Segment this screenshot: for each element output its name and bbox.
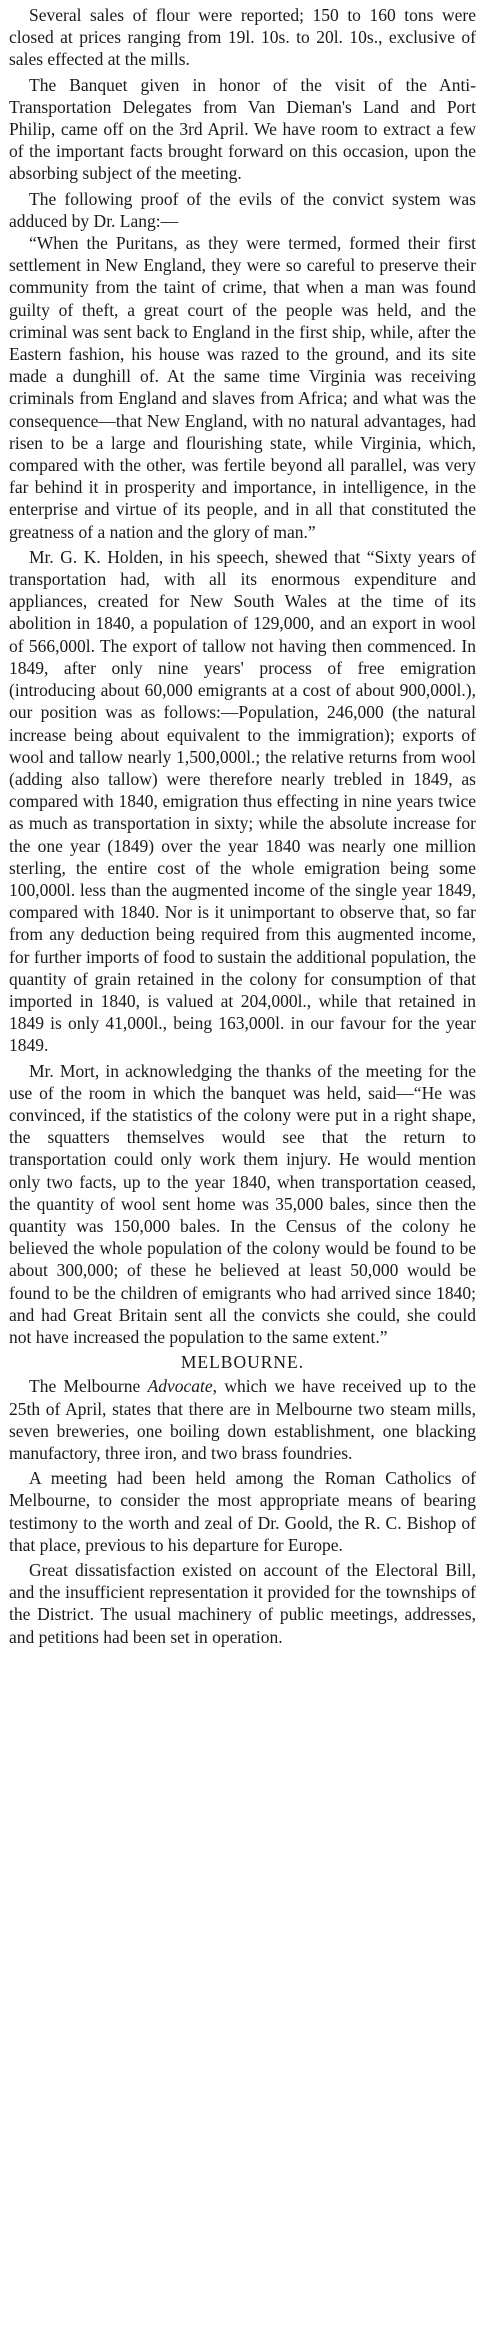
paragraph-mort-speech: Mr. Mort, in acknowledging the thanks of the meeting for the use of the room in which the banquet was held, said—“He was convinced, if the statistics of the colony were put in a right shape, the squatters themselves would see that the return to transportation could only work them injury. He would mention only two facts, up to the year 1840, when transportation ceased, the quantity of wool sent home was 35,000 bales, since then the quantity was 150,000 bales. In the Census of the colony he believed the whole population of the colony would be found to be about 300,000; of these he believed at least 50,000 would be found to be the children of emigrants who had arrived since 1840; and had Great Britain sent all the convicts she could, she could not have increased the population to the same extent.” xyxy=(9,1060,476,1347)
advocate-text-after: , which we have received up to the 25th of April, states that there are in Melbourne two steam mills, seven breweries, one boiling down establishment, one blacking manufactory, three iron, and two brass foundries. xyxy=(9,1376,476,1463)
section-heading-melbourne: MELBOURNE. xyxy=(180,1352,305,1373)
paragraph-roman-catholics: A meeting had been held among the Roman Catholics of Melbourne, to consider the most appropriate means of bearing testimony to the worth and zeal of Dr. Goold, the R. C. Bishop of that place, previous to his departure for Europe. xyxy=(9,1468,476,1555)
advocate-title: Advocate xyxy=(147,1376,213,1397)
paragraph-flour-sales: Several sales of flour were reported; 150 to 160 tons were closed at prices ranging from 19l. 10s. to 20l. 10s., exclusive of sales effected at the mills. xyxy=(9,5,476,70)
advocate-text-before: The Melbourne xyxy=(29,1376,148,1397)
paragraph-banquet: The Banquet given in honor of the visit of the Anti-Transportation Delegates from Van Dieman's Land and Port Philip, came off on the 3rd April. We have room to extract a few of the important facts brought forward on this occasion, upon the absorbing subject of the meeting. xyxy=(9,74,476,184)
paragraph-electoral-bill: Great dissatisfaction existed on account of the Electoral Bill, and the insufficient representation it provided for the townships of the District. The usual machinery of public meetings, addresses, and petitions had been set in operation. xyxy=(9,1560,476,1647)
paragraph-lang-quote: “When the Puritans, as they were termed, formed their first settlement in New England, they were so careful to preserve their community from the taint of crime, that when a man was found guilty of theft, a great court of the people was held, and the criminal was sent back to England in the first ship, while, after the Eastern fashion, his house was razed to the ground, and its site made a dunghill of. At the same time Virginia was receiving criminals from England and slaves from Africa; and what was the consequence—that New England, with no natural advantages, had risen to be a large and flourishing state, while Virginia, which, compared with the other, was fertile beyond all parallel, was very far behind it in prosperity and importance, in intelligence, in the enterprise and virtue of its people, and in all that constituted the greatness of a nation and the glory of man.” xyxy=(9,233,476,542)
paragraph-holden-speech: Mr. G. K. Holden, in his speech, shewed that “Sixty years of transportation had, with all its enormous expenditure and appliances, created for New South Wales at the time of its abolition in 1840, a population of 129,000, and an export in wool of 566,000l. The export of tallow not having then commenced. In 1849, after only nine years' process of free emigration (introducing about 60,000 emigrants at a cost of about 900,000l.), our position was as follows:—Population, 246,000 (the natural increase being about equivalent to the immigration); exports of wool and tallow nearly 1,500,000l.; the relative returns from wool (adding also tallow) were therefore nearly trebled in 1849, as compared with 1840, emigration thus effecting in nine years twice as much as transportation in sixty; while the absolute increase for the one year (1849) over the year 1840 was nearly one million sterling, the entire cost of the whole emigration being some 100,000l. less than the augmented income of the single year 1849, compared with 1840. Nor is it unimportant to observe that, so far from any deduction being required from this augmented income, for further imports of food to sustain the additional population, the quantity of grain retained in the colony for consumption of that imported in 1840, is valued at 204,000l., while that retained in 1849 is only 41,000l., being 163,000l. in our favour for the year 1849. xyxy=(9,546,476,1056)
paragraph-lang-intro: The following proof of the evils of the convict system was adduced by Dr. Lang:— xyxy=(9,188,476,231)
paragraph-melbourne-advocate xyxy=(9,1375,476,1464)
